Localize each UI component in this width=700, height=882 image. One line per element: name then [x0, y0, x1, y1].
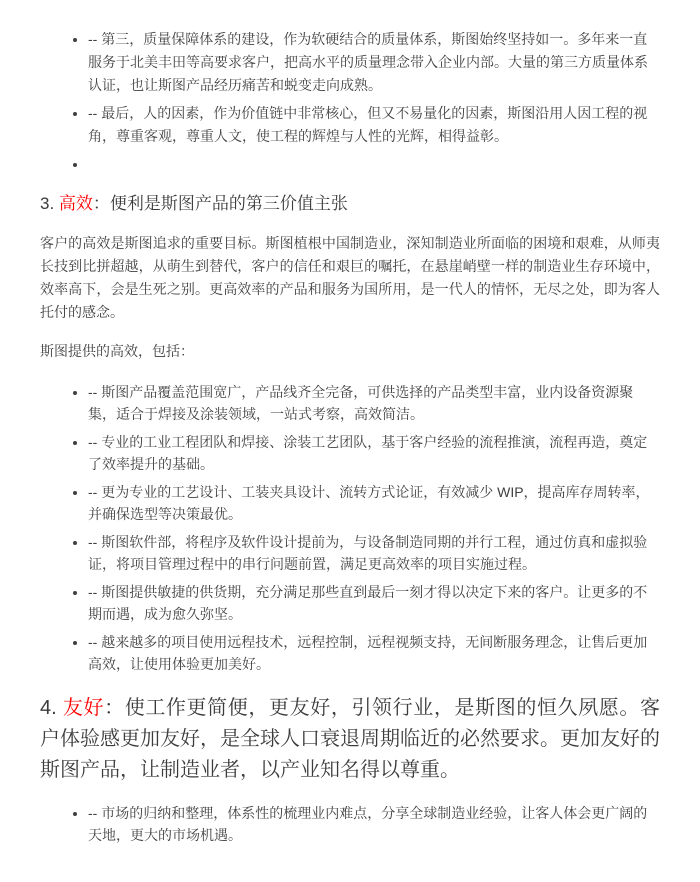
section-3-list-intro: 斯图提供的高效，包括： — [40, 343, 194, 359]
section-3-heading — [40, 192, 660, 216]
list-item: • -- 斯图软件部，将程序及软件设计提前为，与设备制造同期的并行工程，通过仿真和虚拟验证，将项目管理过程中的串行问题前置，满足更高效率的项目实施过程。 — [88, 531, 660, 575]
list-item: • -- 市场的归纳和整理，体系性的梳理业内难点，分享全球制造业经验，让客人体会更广阔的天地，更大的市场机遇。 — [88, 802, 660, 846]
section-4-heading-number: 4. — [40, 697, 63, 719]
quality-bullet-list — [40, 28, 660, 176]
list-item: • -- 斯图产品覆盖范围宽广，产品线齐全完备，可供选择的产品类型丰富，业内设备资源聚集，适合于焊接及涂装领域，一站式考察，高效简洁。 — [88, 381, 660, 425]
efficiency-bullet-list — [40, 381, 660, 675]
list-item: • -- 更为专业的工艺设计、工装夹具设计、流转方式论证，有效减少 WIP，提高库存周转率，并确保选型等决策最优。 — [88, 481, 660, 525]
section-3-paragraph: 客户的高效是斯图追求的重要目标。斯图植根中国制造业，深知制造业所面临的困境和艰难，从师夷长技到比拼超越，从萌生到替代，客户的信任和艰巨的嘱托，在悬崖峭壁一样的制造业生存环境中，效率高下，会是生死之别。更高效率的产品和服务为国所用，是一代人的情怀，无尽之处，即为客人托付的感念。 — [40, 235, 660, 320]
section-4-heading-rest: ：使工作更简便，更友好，引领行业，是斯图的恒久夙愿。客户体验感更加友好，是全球人口衰退周期临近的必然要求。更加友好的斯图产品，让制造业者，以产业知名得以尊重。 — [40, 697, 661, 781]
friendly-bullet-list — [40, 802, 660, 846]
section-3-heading-number: 3. — [40, 194, 59, 213]
section-4-heading — [40, 693, 660, 786]
list-item-empty — [88, 153, 660, 176]
list-item: • -- 专业的工业工程团队和焊接、涂装工艺团队，基于客户经验的流程推演，流程再造，奠定了效率提升的基础。 — [88, 431, 660, 475]
list-item: • -- 第三，质量保障体系的建设，作为软硬结合的质量体系，斯图始终坚持如一。多年来一直服务于北美丰田等高要求客户，把高水平的质量理念带入企业内部。大量的第三方质量体系认证，也让斯图产品经历痛苦和蜕变走向成熟。 — [88, 28, 660, 97]
list-item: • -- 斯图提供敏捷的供货期，充分满足那些直到最后一刻才得以决定下来的客户。让更多的不期而遇，成为愈久弥坚。 — [88, 581, 660, 625]
section-3-heading-rest: ：便利是斯图产品的第三价值主张 — [92, 194, 348, 213]
list-item: • -- 越来越多的项目使用远程技术，远程控制，远程视频支持，无间断服务理念，让售后更加高效，让使用体验更加美好。 — [88, 631, 660, 675]
section-3-heading-keyword: 高效 — [58, 194, 93, 213]
section-4-heading-keyword: 友好 — [62, 697, 105, 719]
list-item: • -- 最后，人的因素，作为价值链中非常核心，但又不易量化的因素，斯图沿用人因工程的视角，尊重客观，尊重人文，使工程的辉煌与人性的光辉，相得益彰。 — [88, 102, 660, 148]
